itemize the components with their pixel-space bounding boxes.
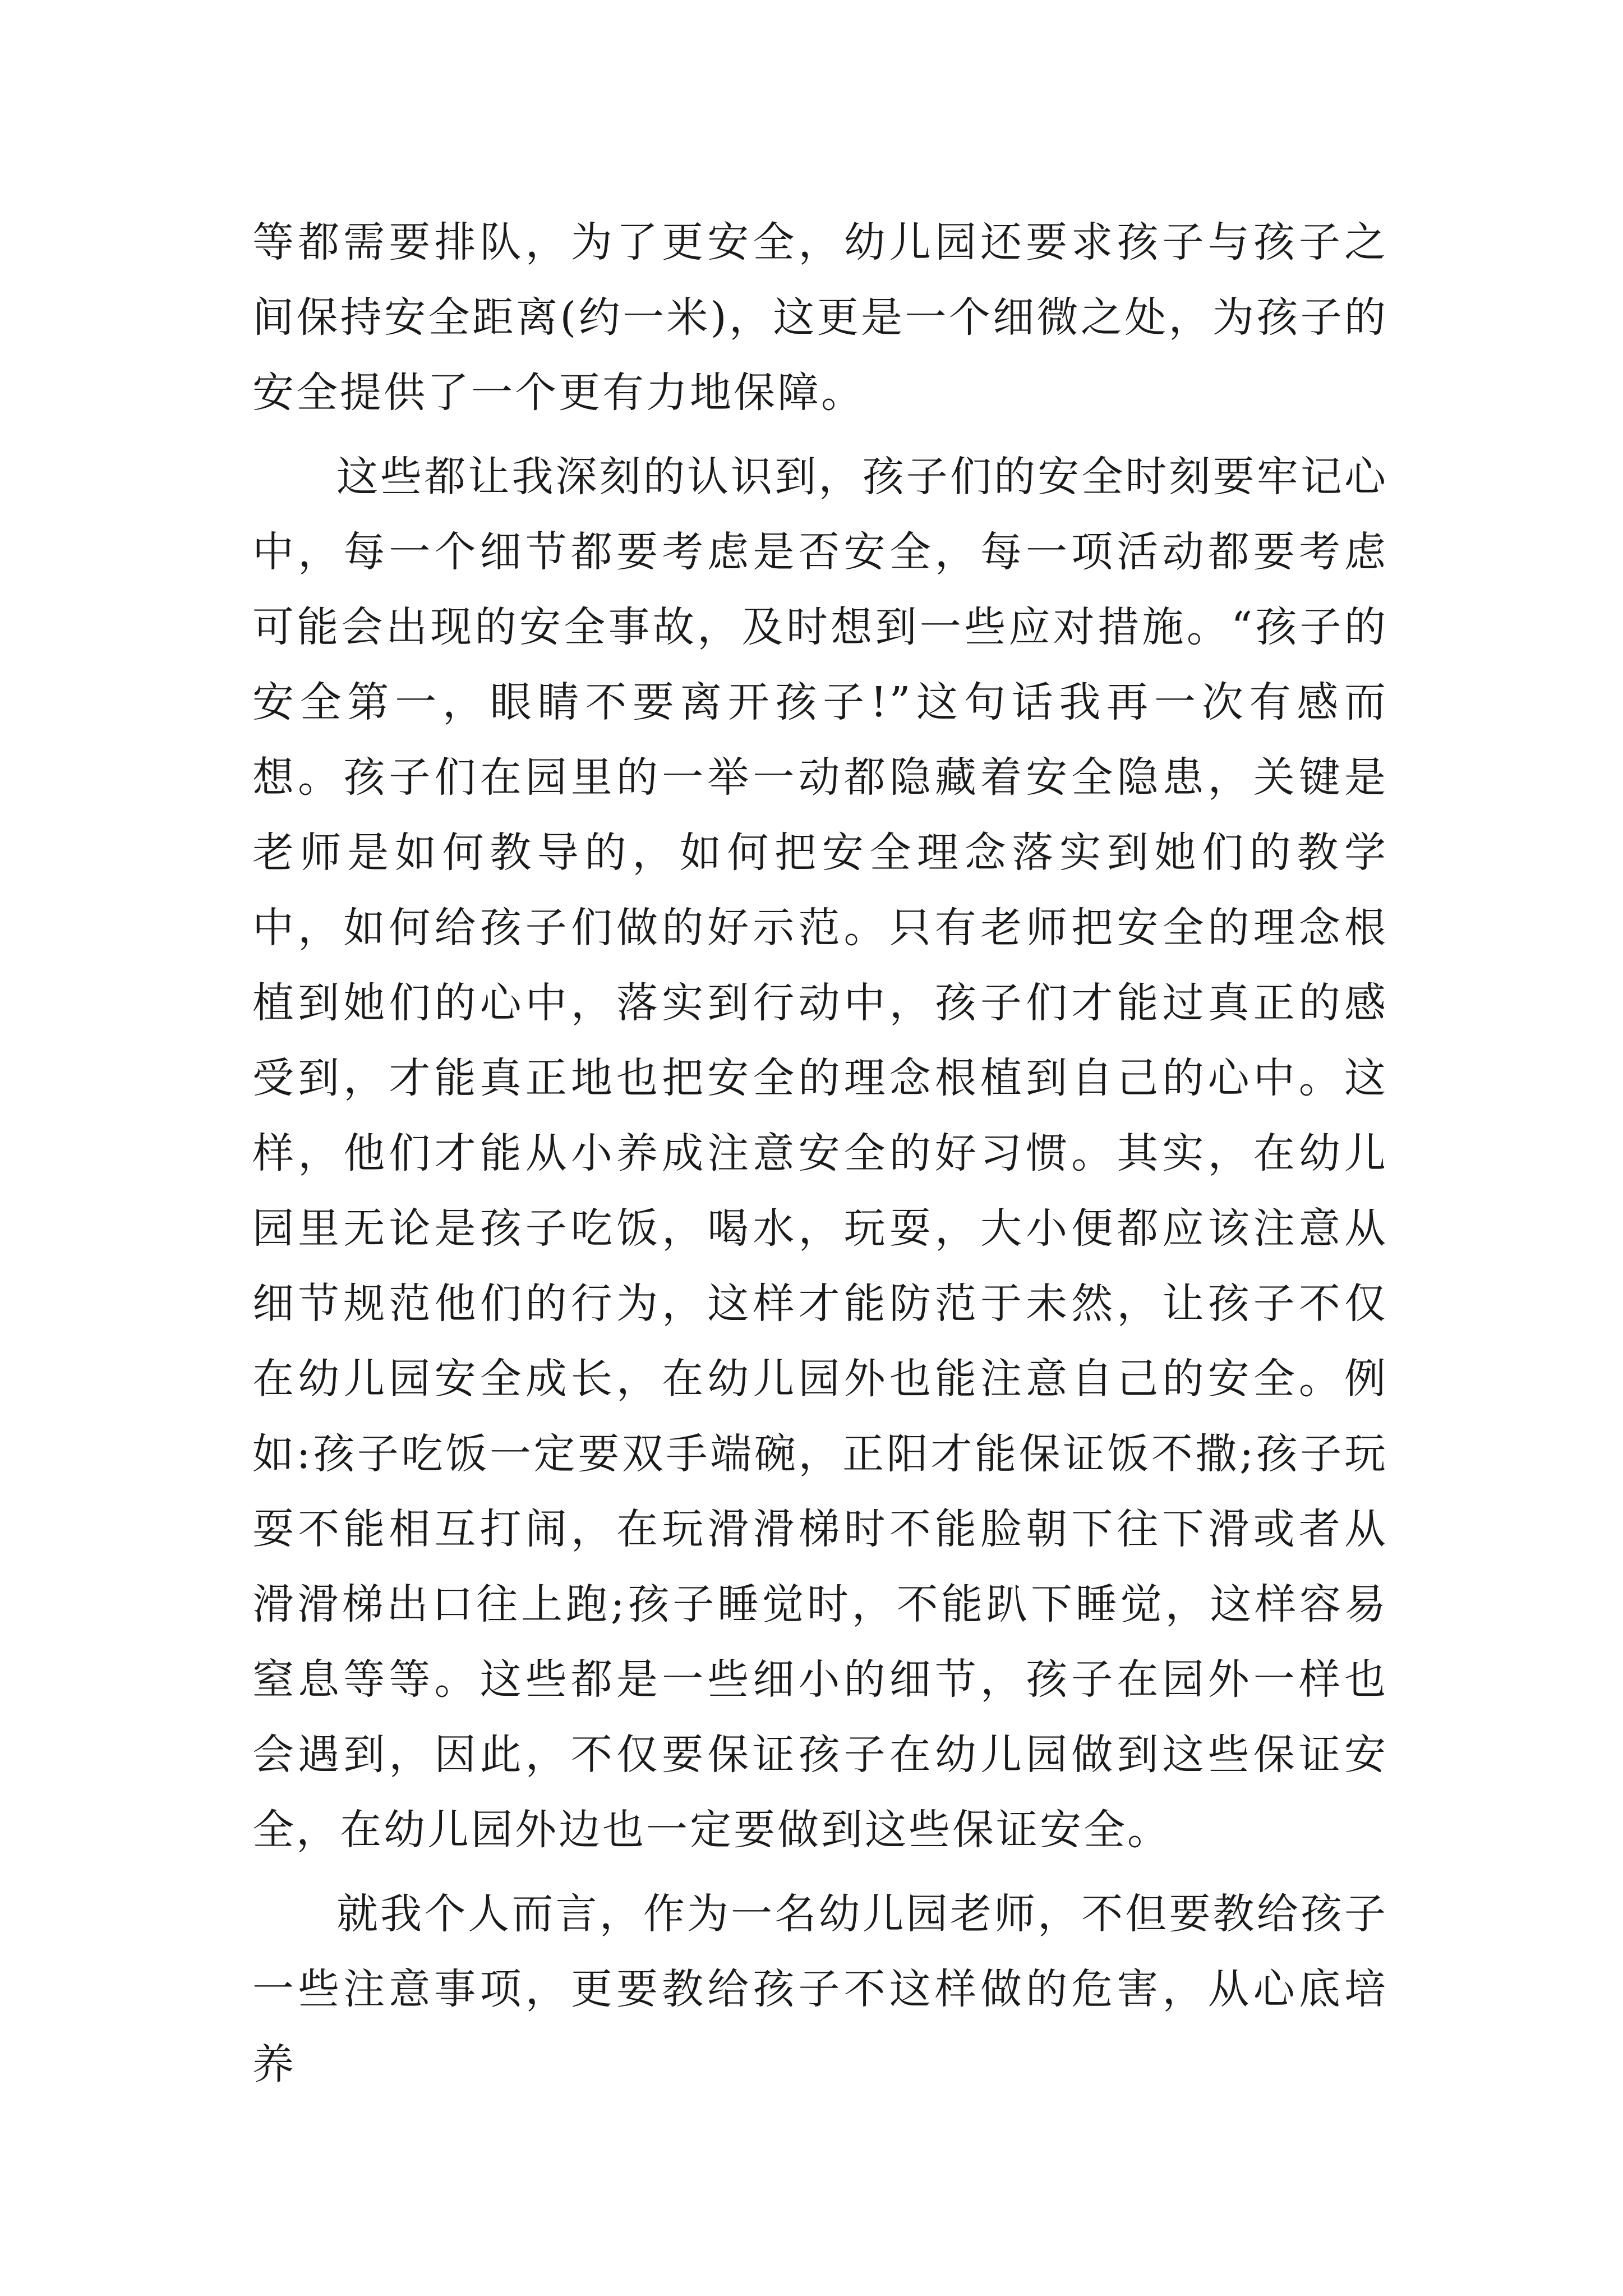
- paragraph-continuation: 等都需要排队，为了更安全，幼儿园还要求孩子与孩子之间保持安全距离(约一米)，这更是一个细微之处，为孩子的安全提供了一个更有力地保障。: [252, 218, 1388, 417]
- paragraph-safety-awareness: 这些都让我深刻的认识到，孩子们的安全时刻要牢记心中，每一个细节都要考虑是否安全，每一项活动都要考虑可能会出现的安全事故，及时想到一些应对措施。“孩子的安全第一，眼睛不要离开孩子!”这句话我再一次有感而想。孩子们在园里的一举一动都隐藏着安全隐患，关键是老师是如何教导的，如何把安全理念落实到她们的教学中，如何给孩子们做的好示范。只有老师把安全的理念根植到她们的心中，落实到行动中，孩子们才能过真正的感受到，才能真正地也把安全的理念根植到自己的心中。这样，他们才能从小养成注意安全的好习惯。其实，在幼儿园里无论是孩子吃饭，喝水，玩耍，大小便都应该注意从细节规范他们的行为，这样才能防范于未然，让孩子不仅在幼儿园安全成长，在幼儿园外也能注意自己的安全。例如:孩子吃饭一定要双手端碗，正阳才能保证饭不撒;孩子玩耍不能相互打闹，在玩滑滑梯时不能脸朝下往下滑或者从滑滑梯出口往上跑;孩子睡觉时，不能趴下睡觉，这样容易窒息等等。这些都是一些细小的细节，孩子在园外一样也会遇到，因此，不仅要保证孩子在幼儿园做到这些保证安全，在幼儿园外边也一定要做到这些保证安全。: [252, 453, 1388, 1854]
- paragraph-teacher-role: 就我个人而言，作为一名幼儿园老师，不但要教给孩子一些注意事项，更要教给孩子不这样做的危害，从心底培养: [252, 1890, 1388, 2088]
- document-body: [252, 205, 1388, 2111]
